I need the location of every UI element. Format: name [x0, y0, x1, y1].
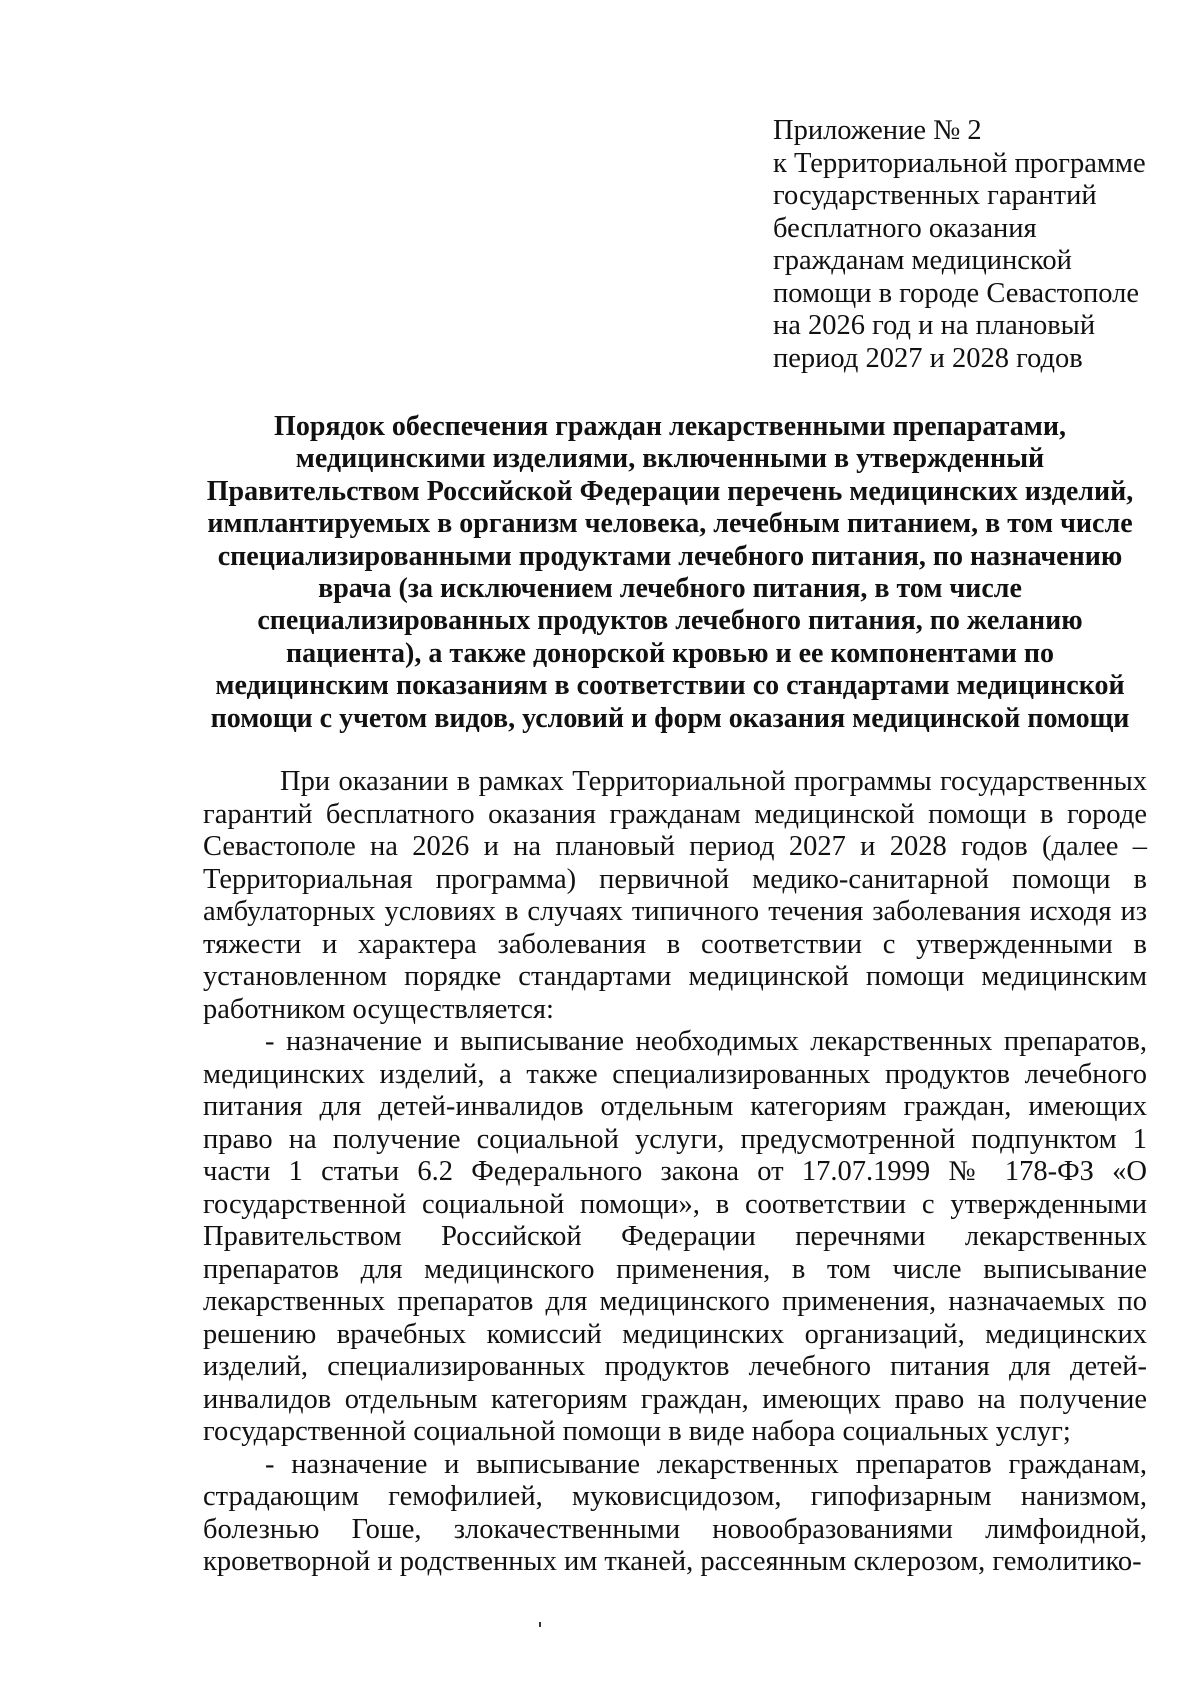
title-line: медицинскими изделиями, включенными в утвержденный	[295, 443, 1045, 475]
appendix-line: на 2026 год и на плановый	[773, 310, 1096, 341]
document-body	[203, 766, 1147, 1579]
title-line: Порядок обеспечения граждан лекарственными препаратами,	[274, 411, 1066, 442]
title-line: пациента), а также донорской кровью и ее компонентами по	[285, 637, 1055, 669]
appendix-line: период 2027 и 2028 годов	[773, 342, 1083, 374]
appendix-line: государственных гарантий	[773, 180, 1097, 211]
document-title	[190, 411, 1150, 735]
appendix-line: гражданам медицинской	[773, 245, 1072, 276]
list-item: - назначение и выписывание лекарственных препаратов гражданам, страдающим гемофилией, муковисцидозом, гипофизарным нанизмом, болезнью Гоше, злокачественными новообразованиями лимфоидной, кроветворной и родственных им тканей, рассеянным склерозом, гемолитико-	[203, 1448, 1147, 1577]
appendix-header	[773, 115, 1173, 375]
appendix-line: к Территориальной программе	[773, 147, 1146, 179]
title-line: имплантируемых в организм человека, лечебным питанием, в том числе	[207, 508, 1133, 540]
title-line: специализированными продуктами лечебного питания, по назначению	[217, 540, 1123, 572]
appendix-line: Приложение № 2	[773, 115, 982, 146]
title-line: специализированных продуктов лечебного питания, по желанию	[257, 605, 1083, 637]
list-item: - назначение и выписывание необходимых лекарственных препаратов, медицинских изделий, а также специализированных продуктов лечебного питания для детей-инвалидов отдельным категориям граждан, имеющих право на получение социальной услуги, предусмотренной подпунктом 1 части 1 статьи 6.2 Федерального закона от 17.07.1999 № 178-ФЗ «О государственной социальной помощи», в соответствии с утвержденными Правительством Российской Федерации перечнями лекарственных препаратов для медицинского применения, в том числе выписывание лекарственных препаратов для медицинского применения, назначаемых по решению врачебных комиссий медицинских организаций, медицинских изделий, специализированных продуктов лечебного питания для детей-инвалидов отдельным категориям граждан, имеющих право на получение государственной социальной помощи в виде набора социальных услуг;	[203, 1026, 1147, 1447]
appendix-line: помощи в городе Севастополе	[773, 277, 1140, 309]
intro-paragraph: При оказании в рамках Территориальной программы государственных гарантий бесплатного оказания гражданам медицинской помощи в городе Севастополе на 2026 и на плановый период 2027 и 2028 годов (далее – Территориальная программа) первичной медико-санитарной помощи в амбулаторных условиях в случаях типичного течения заболевания исходя из тяжести и характера заболевания в соответствии с утвержденными в установленном порядке стандартами медицинской помощи медицинским работником осуществляется:	[203, 766, 1147, 1025]
title-line: Правительством Российской Федерации перечень медицинских изделий,	[206, 475, 1134, 507]
title-line: врача (за исключением лечебного питания, в том числе	[318, 573, 1022, 605]
title-line: медицинским показаниям в соответствии со стандартами медицинской	[215, 670, 1125, 702]
appendix-line: бесплатного оказания	[773, 212, 1037, 244]
title-line: помощи с учетом видов, условий и форм оказания медицинской помощи	[210, 702, 1130, 734]
scan-speck	[539, 1622, 541, 1627]
